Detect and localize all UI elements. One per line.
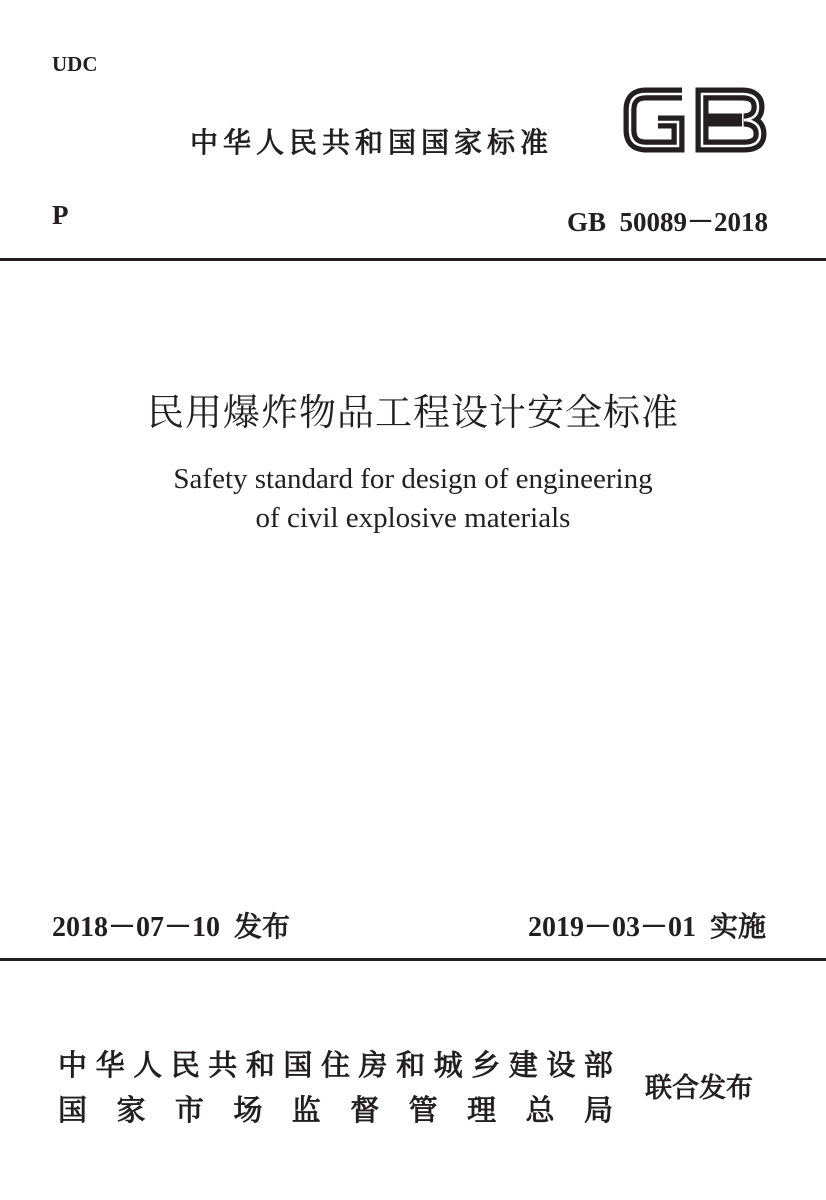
publisher-char: 国 — [58, 1093, 88, 1127]
udc-label: UDC — [52, 52, 98, 76]
joint-publication-label: 联合发布 — [645, 1073, 753, 1104]
publisher-char: 住 — [320, 1048, 350, 1082]
gb-logo-icon — [618, 80, 770, 160]
publisher-char: 理 — [467, 1093, 497, 1127]
top-divider — [0, 258, 826, 261]
publisher-char: 共 — [208, 1048, 238, 1082]
publisher-char: 市 — [174, 1093, 204, 1127]
standard-title-english — [0, 460, 826, 538]
publisher-char: 部 — [583, 1048, 613, 1082]
publisher-char: 家 — [116, 1093, 146, 1127]
publisher-char: 总 — [525, 1093, 555, 1127]
title-en-line2: of civil explosive materials — [255, 502, 571, 534]
publisher-char: 华 — [95, 1048, 125, 1082]
title-en-line1: Safety standard for design of engineering — [173, 463, 653, 495]
classification-code: P — [52, 200, 69, 230]
publisher-char: 人 — [133, 1048, 163, 1082]
publisher-char: 场 — [233, 1093, 263, 1127]
publisher-char: 建 — [508, 1048, 538, 1082]
publisher-char: 乡 — [471, 1048, 501, 1082]
publisher-char: 房 — [358, 1048, 388, 1082]
publisher-char: 管 — [408, 1093, 438, 1127]
issue-date: 2018－07－10 发布 — [52, 912, 291, 943]
standard-title-chinese: 民用爆炸物品工程设计安全标准 — [147, 391, 679, 434]
publisher-char: 中 — [58, 1048, 88, 1082]
publisher-char: 民 — [170, 1048, 200, 1082]
publisher-char: 和 — [396, 1048, 426, 1082]
publisher-char: 监 — [291, 1093, 321, 1127]
publisher-char: 和 — [245, 1048, 275, 1082]
publisher-char: 城 — [433, 1048, 463, 1082]
publisher-char: 设 — [546, 1048, 576, 1082]
publisher-char: 督 — [350, 1093, 380, 1127]
publisher-char: 局 — [583, 1093, 613, 1127]
standard-number: GB 50089－2018 — [566, 207, 768, 237]
publisher-line-2 — [58, 1088, 613, 1129]
publisher-line-1 — [58, 1043, 613, 1084]
national-standard-title: 中华人民共和国国家标准 — [190, 126, 554, 159]
bottom-divider — [0, 958, 826, 961]
publisher-char: 国 — [283, 1048, 313, 1082]
implementation-date: 2019－03－01 实施 — [527, 912, 766, 943]
